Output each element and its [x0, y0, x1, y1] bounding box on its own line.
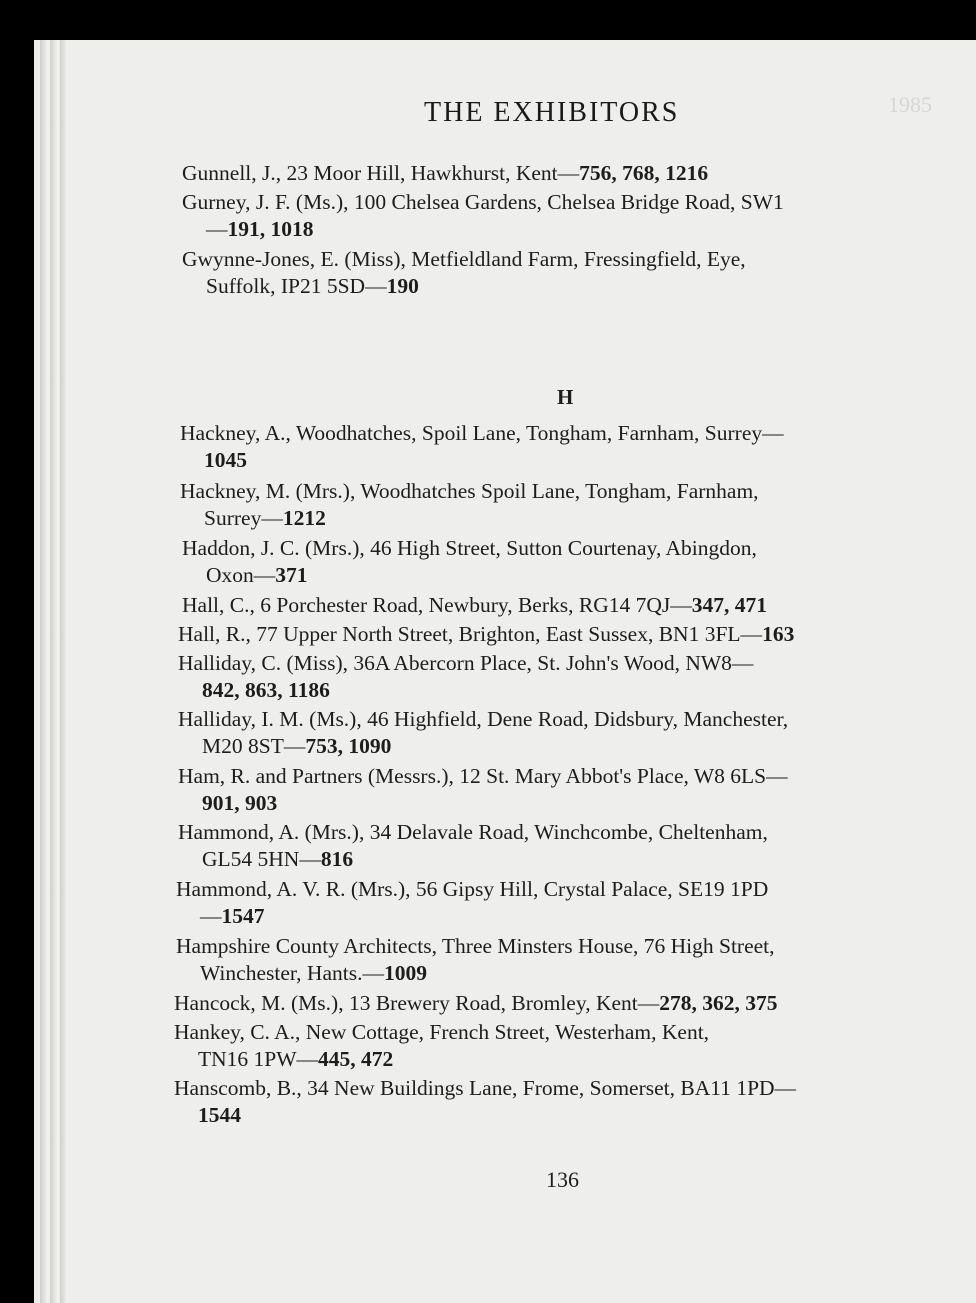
catalogue-numbers: 816: [320, 847, 354, 871]
entry-line: [178, 622, 794, 646]
entry-continuation: [178, 846, 958, 873]
entry-text: —: [200, 904, 222, 928]
page-edge: [40, 40, 48, 1303]
exhibitor-entry: [182, 592, 962, 619]
entry-text: Hackney, A., Woodhatches, Spoil Lane, Tongham, Farnham, Surrey—: [180, 421, 784, 445]
entry-text: Hammond, A. V. R. (Mrs.), 56 Gipsy Hill, Crystal Palace, SE19 1PD: [176, 877, 769, 901]
entry-text: Halliday, C. (Miss), 36A Abercorn Place, St. John's Wood, NW8—: [178, 651, 754, 675]
entry-text: Oxon—: [206, 563, 276, 587]
entry-line: [182, 247, 746, 271]
entry-line: [182, 536, 757, 560]
entry-continuation: [178, 733, 958, 760]
entry-text: Winchester, Hants.—: [200, 961, 384, 985]
catalogue-numbers: 190: [386, 274, 419, 298]
catalogue-numbers: 842, 863, 1186: [202, 678, 330, 702]
catalogue-numbers: 1547: [221, 904, 265, 928]
entry-text: Hankey, C. A., New Cottage, French Street, Westerham, Kent,: [174, 1020, 710, 1044]
entry-continuation: [180, 505, 960, 532]
catalogue-numbers: 901, 903: [202, 791, 278, 815]
entry-line: [178, 707, 788, 731]
page-edge: [60, 40, 68, 1303]
entry-line: [178, 764, 788, 788]
entry-line: [182, 161, 708, 185]
entry-line: [178, 820, 768, 844]
catalogue-numbers: 1544: [198, 1103, 241, 1127]
exhibitor-entry: [180, 420, 960, 474]
entry-continuation: [182, 216, 962, 243]
exhibitor-entry: [182, 160, 962, 187]
entry-text: Surrey—: [204, 506, 283, 530]
catalogue-numbers: 347, 471: [691, 593, 768, 617]
entry-line: [174, 991, 778, 1015]
catalogue-numbers: 278, 362, 375: [659, 991, 778, 1015]
entry-text: Gunnell, J., 23 Moor Hill, Hawkhurst, Kent—: [182, 161, 580, 185]
entry-text: Hackney, M. (Mrs.), Woodhatches Spoil Lane, Tongham, Farnham,: [180, 479, 759, 503]
catalogue-numbers: 191, 1018: [227, 217, 314, 241]
entry-text: TN16 1PW—: [198, 1047, 319, 1071]
entry-continuation: [174, 1102, 954, 1129]
entry-text: Ham, R. and Partners (Messrs.), 12 St. Mary Abbot's Place, W8 6LS—: [178, 764, 788, 788]
exhibitor-entry: [176, 876, 956, 930]
entry-text: Gurney, J. F. (Ms.), 100 Chelsea Gardens, Chelsea Bridge Road, SW1: [182, 190, 784, 214]
exhibitor-entry: [182, 246, 962, 300]
catalogue-numbers: 445, 472: [318, 1047, 394, 1071]
entry-text: Suffolk, IP21 5SD—: [206, 274, 387, 298]
entry-text: M20 8ST—: [202, 734, 306, 758]
exhibitor-entry: [174, 1075, 954, 1129]
exhibitor-entry: [182, 189, 962, 243]
bleed-through-year: 1985: [888, 92, 932, 117]
entry-line: [174, 1020, 709, 1044]
catalogue-numbers: 1045: [204, 448, 247, 472]
entry-line: [180, 479, 759, 503]
entry-text: Hall, R., 77 Upper North Street, Brighton, East Sussex, BN1 3FL—: [178, 622, 763, 646]
entry-text: Haddon, J. C. (Mrs.), 46 High Street, Sutton Courtenay, Abingdon,: [182, 536, 757, 560]
entry-continuation: [176, 903, 956, 930]
entry-line: [176, 934, 775, 958]
exhibitor-entry: [178, 819, 958, 873]
entry-continuation: [178, 677, 958, 704]
entry-continuation: [176, 960, 956, 987]
exhibitor-entry: [178, 650, 958, 704]
catalogue-numbers: 163: [762, 622, 795, 646]
page-edge: [50, 40, 58, 1303]
entry-continuation: [180, 447, 960, 474]
exhibitor-entry: [174, 1019, 954, 1073]
exhibitor-entry: [174, 990, 954, 1017]
entry-continuation: [178, 790, 958, 817]
entry-continuation: [182, 273, 962, 300]
entry-text: Gwynne-Jones, E. (Miss), Metfieldland Farm, Fressingfield, Eye,: [182, 247, 746, 271]
entry-line: [182, 190, 784, 214]
entry-text: Halliday, I. M. (Ms.), 46 Highfield, Dene Road, Didsbury, Manchester,: [178, 707, 789, 731]
entry-text: —: [206, 217, 228, 241]
exhibitor-entry: [182, 535, 962, 589]
exhibitor-entry: [178, 763, 958, 817]
page-title: THE EXHIBITORS: [424, 97, 680, 128]
catalogue-numbers: 371: [275, 563, 308, 587]
section-letter: H: [557, 385, 574, 409]
exhibitor-entry: [178, 706, 958, 760]
page-number: 136: [546, 1167, 579, 1192]
exhibitor-entry: [180, 478, 960, 532]
entry-text: Hampshire County Architects, Three Minsters House, 76 High Street,: [176, 934, 775, 958]
catalogue-numbers: 1009: [383, 961, 427, 985]
entry-line: [178, 651, 753, 675]
entry-continuation: [182, 562, 962, 589]
entry-line: [176, 877, 768, 901]
entry-line: [174, 1076, 796, 1100]
catalogue-numbers: 1212: [282, 506, 326, 530]
catalogue-numbers: 756, 768, 1216: [579, 161, 709, 185]
entry-text: Hanscomb, B., 34 New Buildings Lane, Frome, Somerset, BA11 1PD—: [174, 1076, 797, 1100]
entry-text: Hammond, A. (Mrs.), 34 Delavale Road, Winchcombe, Cheltenham,: [178, 820, 768, 844]
catalogue-numbers: 753, 1090: [305, 734, 392, 758]
exhibitor-entry: [176, 933, 956, 987]
entry-line: [182, 593, 767, 617]
entry-text: GL54 5HN—: [202, 847, 321, 871]
entry-text: Hall, C., 6 Porchester Road, Newbury, Berks, RG14 7QJ—: [182, 593, 692, 617]
entry-text: Hancock, M. (Ms.), 13 Brewery Road, Bromley, Kent—: [174, 991, 660, 1015]
entry-continuation: [174, 1046, 954, 1073]
exhibitor-entry: [178, 621, 958, 648]
entry-line: [180, 421, 784, 445]
